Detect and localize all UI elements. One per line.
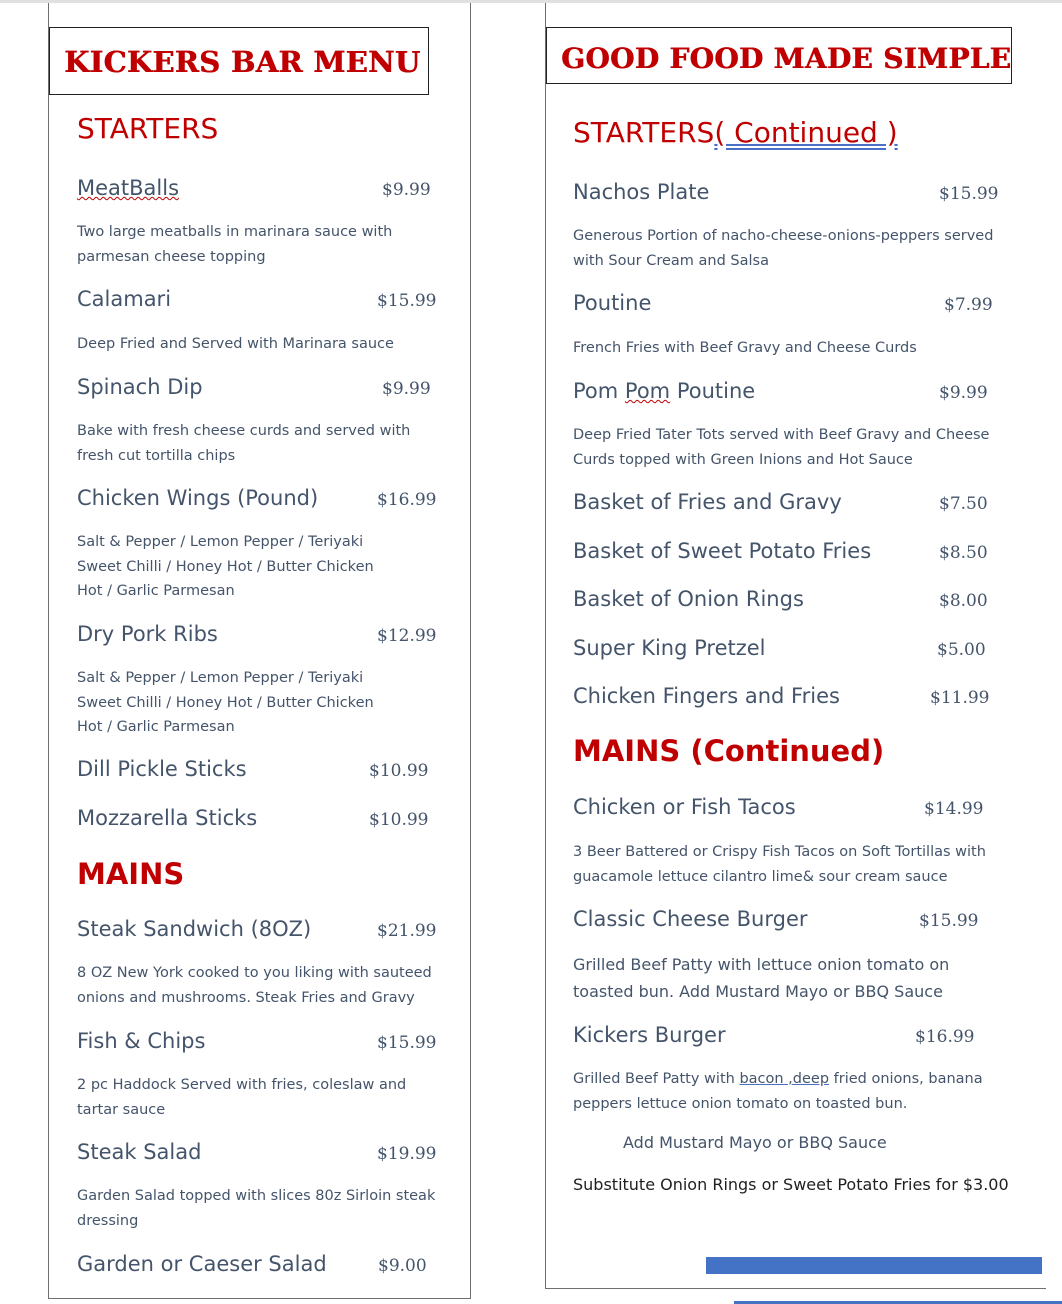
menu-item-name: Mozzarella Sticks <box>77 806 258 830</box>
left-menu-title: KICKERS BAR MENU <box>49 27 429 95</box>
menu-item-name: Steak Salad <box>77 1140 202 1164</box>
menu-item-description: Deep Fried Tater Tots served with Beef Gravy and Cheese Curds topped with Green Inions and Hot Sauce <box>573 427 990 468</box>
menu-item-price: $15.99 <box>377 1033 437 1053</box>
blue-accent-bar <box>706 1257 1042 1274</box>
menu-item-description: Garden Salad topped with slices 80z Sirloin steak dressing <box>77 1188 436 1229</box>
menu-item-description: 8 OZ New York cooked to you liking with sauteed onions and mushrooms. Steak Fries and Gravy <box>77 965 432 1006</box>
menu-item-name: Steak Sandwich (8OZ) <box>77 917 312 941</box>
menu-item-price: $12.99 <box>377 626 437 646</box>
menu-item-price: $15.99 <box>377 291 437 311</box>
menu-item-name: Calamari <box>77 287 172 311</box>
menu-item-name: MeatBalls <box>77 176 180 200</box>
menu-item-price: $15.99 <box>939 184 999 204</box>
menu-item-name: Pom Pom Poutine <box>573 379 756 403</box>
menu-item-name: Poutine <box>573 291 652 315</box>
menu-item-name: Fish & Chips <box>77 1029 206 1053</box>
menu-item-price: $5.00 <box>937 640 986 660</box>
menu-item-price: $10.99 <box>369 761 429 781</box>
menu-item-price: $9.99 <box>382 379 431 399</box>
menu-item-price: $19.99 <box>377 1144 437 1164</box>
menu-item-name: Nachos Plate <box>573 180 710 204</box>
menu-item-description: 2 pc Haddock Served with fries, coleslaw and tartar sauce <box>77 1077 407 1118</box>
menu-item-description: Generous Portion of nacho-cheese-onions-peppers served with Sour Cream and Salsa <box>573 228 994 269</box>
menu-item-description: Salt & Pepper / Lemon Pepper / Teriyaki Sweet Chilli / Honey Hot / Butter Chicken Hot / Garlic Parmesan <box>77 534 374 599</box>
menu-item-price: $14.99 <box>924 799 984 819</box>
menu-item-name: Chicken Wings (Pound) <box>77 486 319 510</box>
menu-item-price: $15.99 <box>919 911 979 931</box>
menu-item-description: Deep Fried and Served with Marinara sauce <box>77 336 394 352</box>
menu-item-name: Chicken or Fish Tacos <box>573 795 796 819</box>
menu-item-name: Basket of Fries and Gravy <box>573 490 842 514</box>
mains-heading: MAINS <box>77 857 185 891</box>
menu-item-name: Dry Pork Ribs <box>77 622 218 646</box>
menu-item-description: Two large meatballs in marinara sauce with parmesan cheese topping <box>77 224 393 265</box>
menu-item-name: Garden or Caeser Salad <box>77 1252 327 1276</box>
right-menu-title: GOOD FOOD MADE SIMPLE <box>546 27 1012 84</box>
menu-item-price: $10.99 <box>369 810 429 830</box>
menu-item-price: $8.00 <box>939 591 988 611</box>
substitute-note: Substitute Onion Rings or Sweet Potato Fries for $3.00 <box>573 1175 1009 1194</box>
starters-heading: STARTERS <box>77 112 219 145</box>
add-sauce-note: Add Mustard Mayo or BBQ Sauce <box>623 1133 887 1152</box>
menu-item-price: $16.99 <box>377 490 437 510</box>
menu-item-description: Grilled Beef Patty with lettuce onion tomato on toasted bun. Add Mustard Mayo or BBQ Sauce <box>573 955 950 1001</box>
menu-item-price: $9.00 <box>378 1256 427 1276</box>
menu-item-name: Super King Pretzel <box>573 636 766 660</box>
starters-continued-heading: STARTERS( Continued ) <box>573 116 898 149</box>
menu-item-name: Basket of Sweet Potato Fries <box>573 539 872 563</box>
menu-item-description: French Fries with Beef Gravy and Cheese Curds <box>573 340 917 356</box>
menu-item-price: $21.99 <box>377 921 437 941</box>
menu-item-name: Basket of Onion Rings <box>573 587 804 611</box>
menu-item-price: $8.50 <box>939 543 988 563</box>
mains-continued-heading: MAINS (Continued) <box>573 734 885 768</box>
menu-item-description: Grilled Beef Patty with bacon ,deep fried onions, banana peppers lettuce onion tomato on toasted bun. <box>573 1071 983 1112</box>
menu-item-name: Classic Cheese Burger <box>573 907 808 931</box>
menu-item-price: $11.99 <box>930 688 990 708</box>
menu-item-price: $7.50 <box>939 494 988 514</box>
menu-item-price: $9.99 <box>382 180 431 200</box>
menu-item-description: Salt & Pepper / Lemon Pepper / Teriyaki Sweet Chilli / Honey Hot / Butter Chicken Hot / Garlic Parmesan <box>77 670 374 735</box>
menu-item-description: Bake with fresh cheese curds and served with fresh cut tortilla chips <box>77 423 411 464</box>
menu-item-name: Kickers Burger <box>573 1023 726 1047</box>
menu-item-price: $9.99 <box>939 383 988 403</box>
menu-item-price: $16.99 <box>915 1027 975 1047</box>
menu-item-description: 3 Beer Battered or Crispy Fish Tacos on Soft Tortillas with guacamole lettuce cilantro lime& sour cream sauce <box>573 844 986 885</box>
menu-item-name: Dill Pickle Sticks <box>77 757 247 781</box>
menu-item-price: $7.99 <box>944 295 993 315</box>
menu-item-name: Chicken Fingers and Fries <box>573 684 840 708</box>
menu-item-name: Spinach Dip <box>77 375 203 399</box>
